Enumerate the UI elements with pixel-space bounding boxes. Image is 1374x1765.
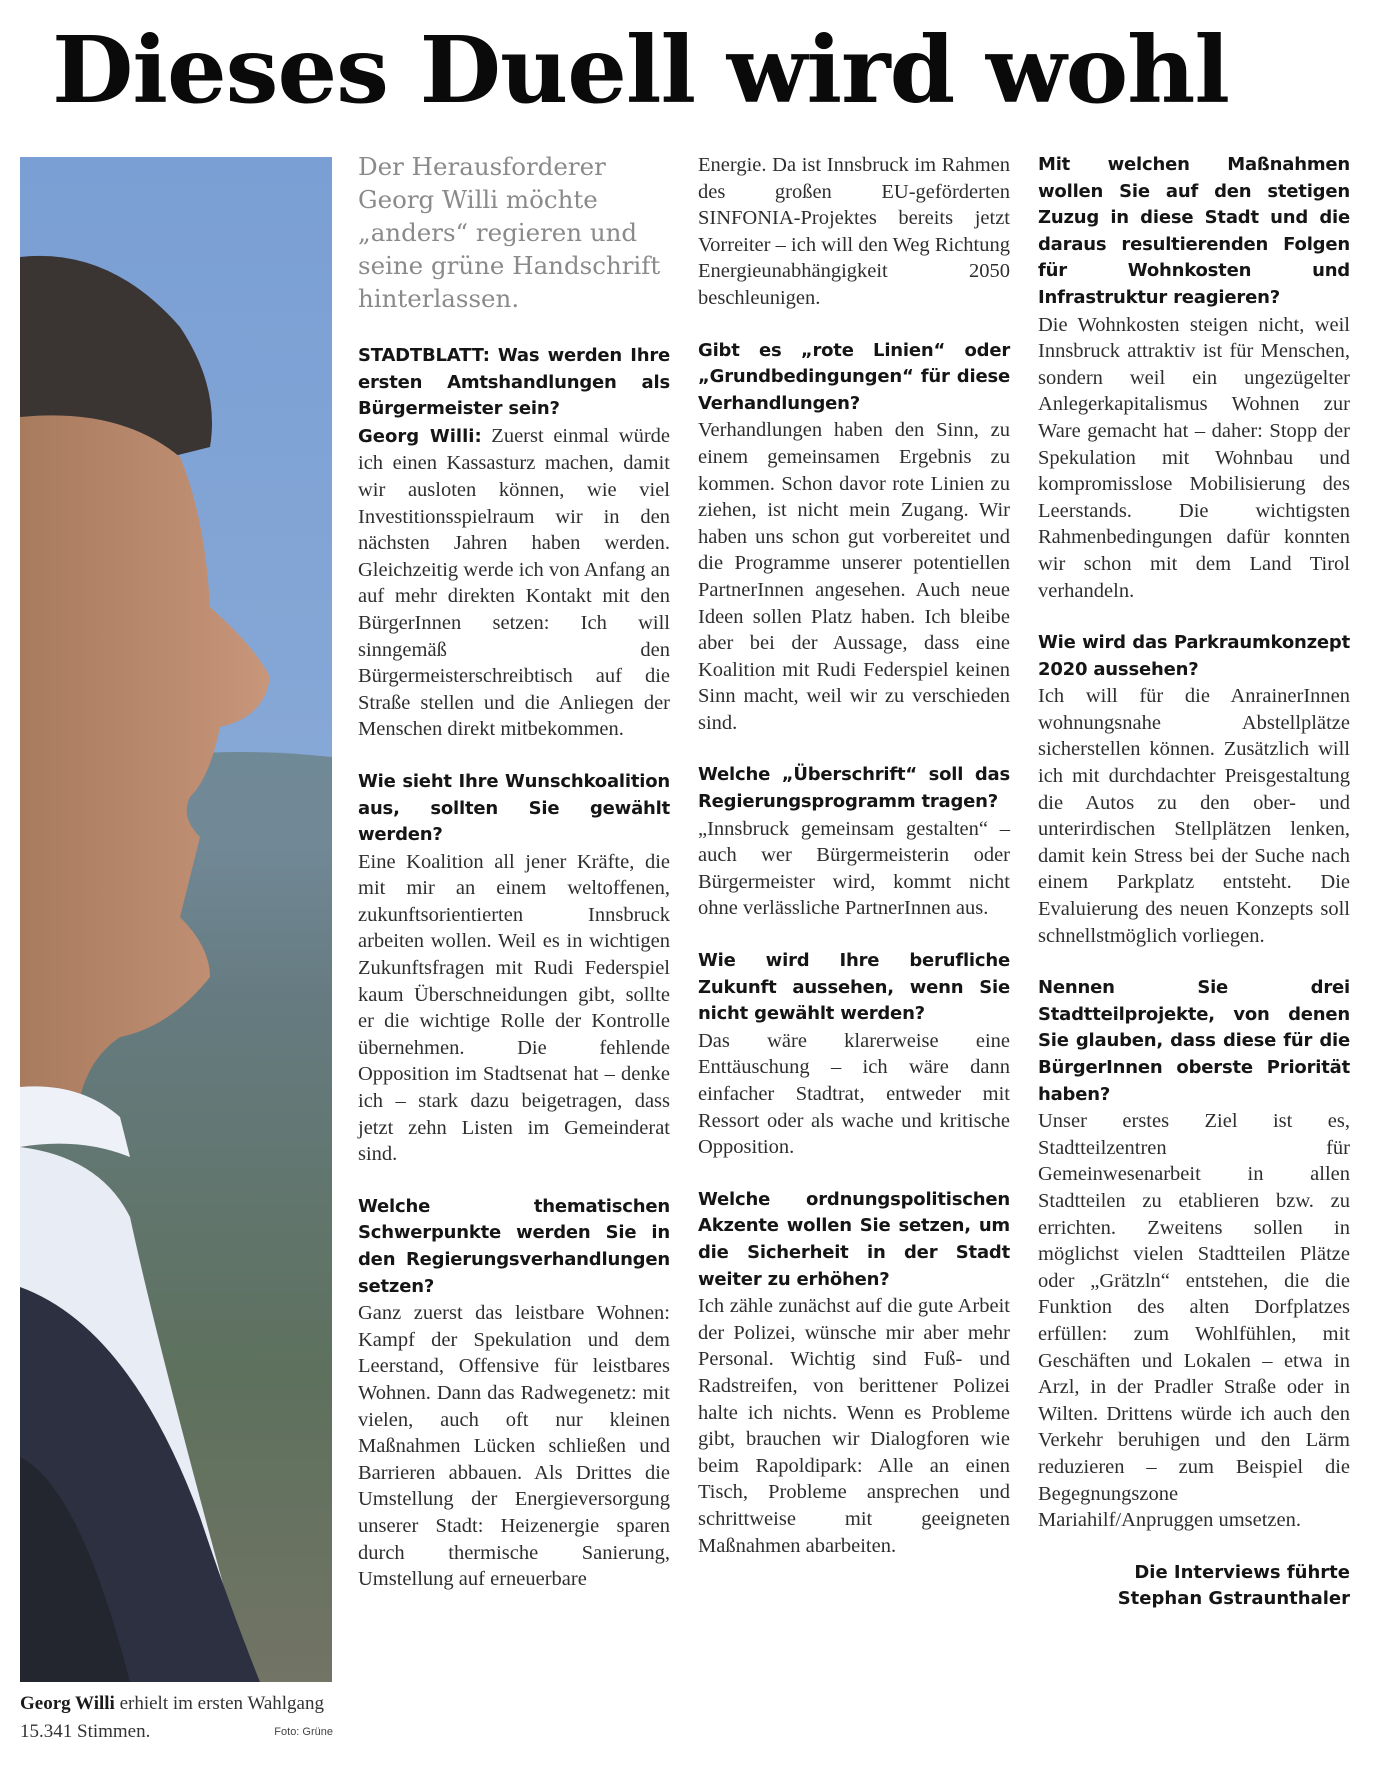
caption-name: Georg Willi [20, 1693, 115, 1714]
interview-question: STADTBLATT: Was werden Ihre ersten Amtshandlungen als Bürgermeister sein? [358, 345, 670, 420]
article-column-2 [698, 152, 1010, 1585]
interview-question: Welche „Überschrift“ soll das Regierungsprogramm tragen? [698, 764, 1010, 813]
caption-text: erhielt im ersten Wahlgang 15.341 Stimmen. [20, 1693, 324, 1742]
portrait-photo [20, 157, 332, 1682]
portrait-image-icon [20, 157, 332, 1682]
interview-answer: Eine Koalition all jener Kräfte, die mit mir an einem weltoffenen, zukunftsorientierten Innsbruck arbeiten wollen. Weil es in wichtigen Zukunftsfragen mit Rudi Federspiel kaum Überschneidungen gibt, sollte er die wichtige Rolle der Kontrolle übernehmen. Die fehlende Opposition im Stadtsenat hat – denke ich – stark dazu beigetragen, dass jetzt zehn Listen im Gemeinderat sind. [358, 850, 670, 1166]
article-column-1 [358, 150, 670, 1593]
interview-answer: „Innsbruck gemeinsam gestalten“ – auch wer Bürgermeisterin oder Bürgermeister wird, kommt nicht ohne verlässliche PartnerInnen aus. [698, 817, 1010, 920]
headline: Dieses Duell wird wohl [52, 16, 1230, 124]
signoff-line-1: Die Interviews führte [1134, 1561, 1350, 1583]
answer-text: Zuerst einmal würde ich einen Kassasturz machen, damit wir ausloten können, wie viel Investitionsspielraum wir in den nächsten Jahren haben werden. Gleichzeitig werde ich von Anfang an auf mehr direkten Kontakt mit den BürgerInnen setzen: Ich will sinngemäß den Bürgermeisterschreibtisch auf die Straße stellen und die Anliegen der Menschen direkt mitbekommen. [358, 424, 670, 741]
interview-answer: Das wäre klarerweise eine Enttäuschung – ich wäre dann einfacher Stadtrat, entweder mit Ressort oder als wache und kritische Opposition. [698, 1029, 1010, 1159]
interview-answer [358, 423, 670, 743]
interview-question: Welche thematischen Schwerpunkte werden Sie in den Regierungsverhandlungen setzen? [358, 1195, 670, 1297]
interview-question: Wie sieht Ihre Wunschkoalition aus, sollten Sie gewählt werden? [358, 770, 670, 846]
interview-question: Nennen Sie drei Stadtteilprojekte, von denen Sie glauben, dass diese für die BürgerInnen oberste Priorität haben? [1038, 977, 1350, 1105]
interview-answer: Die Wohnkosten steigen nicht, weil Innsbruck attraktiv ist für Menschen, sondern weil ein ungezügelter Anlegerkapitalismus Wohnen zur Ware gemacht hat – daher: Stopp der Spekulation mit Wohnbau und kompromisslose Mobilisierung des Leerstands. Die wichtigsten Rahmenbedingungen dafür konnten wir schon mit dem Land Tirol verhandeln. [1038, 313, 1350, 602]
interview-answer: Ich zähle zunächst auf die gute Arbeit der Polizei, wünsche mir aber mehr Personal. Wichtig sind Fuß- und Radstreifen, von berittener Polizei halte ich nichts. Wenn es Probleme gibt, brauchen wir Dialogforen wie beim Rapoldipark: Alle an einen Tisch, Probleme ansprechen und schrittweise mit geeigneten Maßnahmen abarbeiten. [698, 1295, 1010, 1557]
lead-paragraph: Der Herausforderer Georg Willi möchte „anders“ regieren und seine grüne Handschrift hinterlassen. [358, 152, 661, 313]
photo-caption [20, 1690, 333, 1746]
interview-answer: Ganz zuerst das leistbare Wohnen: Kampf der Spekulation und dem Leerstand, Offensive für leistbares Wohnen. Dann das Radwegenetz: mit vielen, auch oft nur kleinen Maßnahmen Lücken schließen und Barrieren abbauen. Als Drittes die Umstellung der Energieversorgung unserer Stadt: Heizenergie sparen durch thermische Sanierung, Umstellung auf erneuerbare [358, 1302, 670, 1591]
interview-answer: Unser erstes Ziel ist es, Stadtteilzentren für Gemeinwesenarbeit in allen Stadtteilen zu etablieren bzw. zu errichten. Zweitens sollen in möglichst vielen Stadtteilen Plätze oder „Grätzln“ entstehen, die die Funktion des alten Dorfplatzes erfüllen: zum Wohlfühlen, mit Geschäften und Lokalen – etwa in Arzl, in der Pradler Straße oder in Wilten. Drittens würde ich auch den Verkehr beruhigen und den Lärm reduzieren – zum Beispiel die Begegnungszone Mariahilf/Anpruggen umsetzen. [1038, 1110, 1350, 1532]
interview-answer: Ich will für die AnrainerInnen wohnungsnahe Abstellplätze sicherstellen können. Zusätzlich will ich mit durchdachter Preisgestaltung die Autos zu den ober- und unterirdischen Stellplätzen lenken, damit kein Stress bei der Suche nach einem Parkplatz entsteht. Die Evaluierung des neuen Konzepts soll schnellstmöglich vorliegen. [1038, 685, 1350, 947]
answer-speaker: Georg Willi: [358, 425, 482, 447]
signoff-author: Stephan Gstraunthaler [1117, 1588, 1350, 1610]
interview-answer: Verhandlungen haben den Sinn, zu einem gemeinsamen Ergebnis zu kommen. Schon davor rote Linien zu ziehen, ist nicht mein Zugang. Wir haben uns schon gut vorbereitet und die Programme unserer potentiellen PartnerInnen angesehen. Auch neue Ideen sollen Platz haben. Ich bleibe aber bei der Aussage, dass eine Koalition mit Rudi Federspiel keinen Sinn macht, weil wir zu verschieden sind. [698, 419, 1010, 734]
photo-credit: Foto: Grüne [274, 1726, 333, 1738]
interview-question: Wie wird Ihre berufliche Zukunft aussehen, wenn Sie nicht gewählt werden? [698, 950, 1010, 1025]
interview-answer-continued: Energie. Da ist Innsbruck im Rahmen des großen EU-geförderten SINFONIA-Projektes bereits jetzt Vorreiter – ich will den Weg Richtung Energieunabhängigkeit 2050 beschleunigen. [698, 154, 1010, 309]
interview-question: Welche ordnungspolitischen Akzente wollen Sie setzen, um die Sicherheit in der Stadt weiter zu erhöhen? [698, 1188, 1010, 1290]
article-column-3 [1038, 152, 1350, 1613]
author-signoff [1038, 1560, 1350, 1613]
interview-question: Gibt es „rote Linien“ oder „Grundbedingungen“ für diese Verhandlungen? [698, 339, 1010, 414]
interview-question: Mit welchen Maßnahmen wollen Sie auf den stetigen Zuzug in diese Stadt und die daraus resultierenden Folgen für Wohnkosten und Infrastruktur reagieren? [1038, 154, 1350, 308]
interview-question: Wie wird das Parkraumkonzept 2020 aussehen? [1038, 632, 1350, 680]
